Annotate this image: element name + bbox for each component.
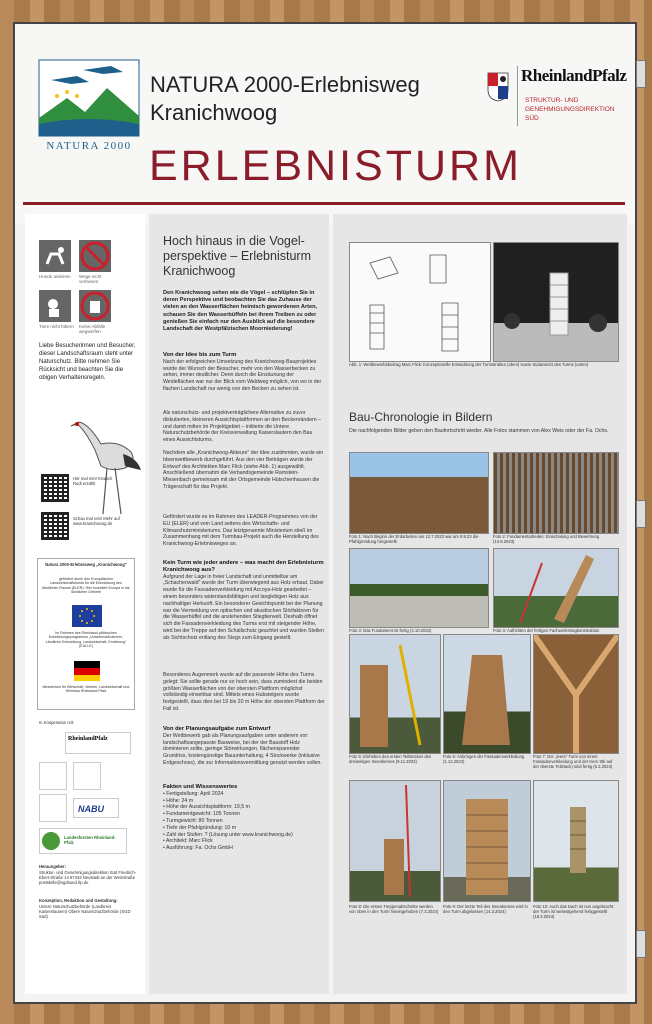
photo-2	[493, 452, 619, 534]
facts-title: Fakten und Wissenswertes	[163, 784, 238, 790]
section-tower-title: Kein Turm wie jeder andere – was macht den Erlebnisturm Kranichwoog aus?	[163, 560, 324, 573]
no-litter-icon	[79, 290, 111, 322]
qr1-text: Hör mal rein! Kranich Rudi erzählt	[73, 476, 113, 487]
photo-10	[533, 780, 619, 902]
fact-item: • Turmgewicht: 80 Tonnen	[163, 817, 223, 824]
photo-8	[349, 780, 441, 902]
partner-logo-2	[73, 762, 101, 790]
frame-hinge-middle	[636, 500, 646, 528]
section-idea-text: Nach der erfolgreichen Umsetzung des Kranichwoog-Bauprojektes wurde der Wunsch der Besucher, mehr von den Wasserbecken zu sehen, immer deutlicher. Denn durch die Einzäunung der Weideflächen war nur der Blick vom Waldweg möglich, von wo in der flachen Landschaft nur wenig von den Becken zu sehen ist.	[163, 358, 322, 392]
main-title: ERLEBNISTURM	[149, 142, 522, 190]
fact-item: • Tiefe der Pfahlgründung: 10 m	[163, 824, 237, 831]
section-idea	[163, 352, 325, 393]
caption-5: Foto 5: Einheben des ersten Teilstückes des dreiseitigen Innenkernes (9.11.2023)	[349, 754, 432, 765]
fact-item: • Ausführung: Fa. Ochs GmbH	[163, 845, 233, 852]
no-feeding-icon	[39, 290, 71, 322]
fact-item: • Zahl der Stufen: ? (Lösung unter www.kranichwoog.de)	[163, 831, 293, 838]
crane-illustration	[65, 410, 145, 520]
section-idea-3: Nachdem alle „Kranichwoog-Akteure" der Idee zustimmten, wurde ein Ideenwettbewerb durchgeführt. Aus den vier Beiträgen wurde der Entwurf des Architekten Marc Flick (siehe Abb. 1) ausgewählt. Anschließend übernahm die Verbandsgemeinde Ramstein-Miesenbach gemeinsam mit der Ortsgemeinde Hütschenhausen die Trägerschaft für das Projekt.	[163, 450, 324, 490]
caption-2: Foto 2: Fundamentarbeiten: Einschalung und Bewehrung (13.9.2023)	[493, 534, 600, 545]
photo-4	[493, 548, 619, 628]
section-height: Besonderes Augenmerk wurde auf die passende Höhe des Turms gelegt: Sie sollte gerade nur so hoch sein, dass zumindest die beiden größten Wasserflächen von der obersten Plattform möglichst vollständig einsehbar sind. Mittels eines Hubsteigers wurde festgestellt, dass dies bei 19 bis 20 m Höhe der obersten Plattform der Fall ist.	[163, 672, 325, 712]
section-planning-title: Von der Planungsaufgabe zum Entwurf	[163, 726, 271, 732]
board-header	[15, 24, 635, 224]
section-planning	[163, 726, 325, 767]
fact-item: • Höhe der Aussichtsplattform: 19,5 m	[163, 804, 250, 811]
icon-label-2: Wege nicht verlassen	[79, 274, 102, 284]
left-column	[25, 214, 145, 994]
section-tower	[163, 560, 325, 642]
fact-item: • Fundamentgewicht: 105 Tonnen	[163, 811, 240, 818]
section-idea-title: Von der Idee bis zum Turm	[163, 352, 237, 358]
partner-logo-1	[39, 762, 67, 790]
center-lead: Den Kranichwoog sehen wie die Vögel – schlüpfen Sie in deren Perspektive und beobachten Sie das Zuhause der vielen an den Wasserflächen heimisch gewordenen Arten, schauen Sie den Wasserbüffeln bei ihrem Treiben zu oder genießen Sie einfach nur den Ausblick auf die besondere Landschaft der Westpfälzischen Moorniederung!	[163, 290, 318, 333]
facts-section	[163, 784, 325, 852]
photo-9	[443, 780, 531, 902]
coat-of-arms-icon	[487, 72, 509, 102]
qr-code-website[interactable]	[41, 512, 69, 540]
concept-title: Konzeption, Redaktion und Gestaltung:	[39, 898, 118, 903]
fact-item: • Architekt: Marc Flick	[163, 838, 213, 845]
funding-text-2: Im Rahmen des Rheinland-pfälzischen Entwicklungsprogramms „Umweltmaßnahmen, Ländliche Entwicklung, Landwirtschaft, Ernährung" (EULLE)	[45, 631, 127, 649]
natura-subtitle: Kranichwoog	[150, 100, 278, 125]
rlp-partner-text: RheinlandPfalz	[68, 736, 108, 742]
rlp-flag-icon	[74, 661, 100, 681]
photo-1	[349, 452, 489, 534]
fact-item: • Fertigstellung: April 2024	[163, 790, 224, 797]
rlp-title: RheinlandPfalz	[521, 66, 627, 85]
caption-3: Foto 3: Das Fundament ist fertig (4.10.2023)	[349, 628, 432, 633]
photo-7	[533, 634, 619, 754]
caption-1: Foto 1: Nach Beginn der Erdarbeiten am 12.7.2023 war am 9.8.23 die Pfahlgründung hergestellt.	[349, 534, 479, 545]
qr-code-audio[interactable]	[41, 474, 69, 502]
landesforsten-logo	[39, 828, 127, 854]
partner-logo-3	[39, 794, 67, 822]
info-board	[13, 22, 637, 1004]
caption-7: Foto 7: Der „leere" Turm von innen: Fassadenverkleidung und der Kern Stk auf der oberste Teilstück) sind fertig (6.2.2024)	[533, 754, 613, 770]
photo-6	[443, 634, 531, 754]
icon-label-1: Hunde anleinen	[39, 274, 71, 279]
photo-3	[349, 548, 489, 628]
ministry-text: Ministerium für Wirtschaft, Verkehr, Landwirtschaft und Weinbau Rheinland-Pfalz	[42, 685, 130, 694]
frame-hinge-bottom	[636, 930, 646, 958]
frame-hinge-top	[636, 60, 646, 88]
cooperation-label: In Kooperation mit:	[39, 720, 75, 725]
publisher-text: Struktur- und Genehmigungsdirektion Süd Friedrich-Ebert-Straße 14 67433 Neustadt an der Weinstraße poststelle@sgdsued.rlp.de	[39, 870, 137, 886]
rlp-subtitle: STRUKTUR- UND GENEHMIGUNGSDIREKTION SÜD	[525, 97, 615, 122]
rlp-partner-logo	[65, 732, 131, 754]
natura-title: NATURA 2000-Erlebnisweg	[150, 72, 420, 97]
section-planning-text: Der Wettbewerb gab als Planungsaufgaben unter anderem vor: landschaftsangepasste Bauweise, bei der der Baustoff Holz dominieren sollte, geringe Störwirkungen, flächensparender Grundriss, kostengünstige Bauunterhaltung, 4 Stockwerke (inklusive Erdgeschoss), die zur Informationsvermittlung genutzt werden sollen.	[163, 732, 322, 766]
right-column	[333, 214, 627, 994]
caption-9: Foto 9: Der letzte Teil des Innenkernes wird in den Turm abgelassen (14.3.2024)	[443, 904, 528, 915]
icon-label-3: Tiere nicht füttern	[39, 324, 74, 329]
section-idea-2: Als naturschutz- und projektverträglichere Alternative zu zuvor diskutierten, kleineren Aussichtsplattformen an den Beckenrändern – und damit mitten im Projektgebiet – initiierte die Untere Naturschutzbehörde der Kreisverwaltung Kaiserslautern den Bau eines Aussichtsturms.	[163, 410, 322, 444]
center-headline: Hoch hinaus in die Vogel-perspektive – Erlebnisturm Kranichwoog	[163, 234, 311, 278]
fig1-caption: Abb. 1: Wettbewerbsbeitrag Marc Flick: Konzeptionelle Entwicklung der Turmstruktur (oben) sowie Südansicht des Turms (unten)	[349, 362, 589, 367]
caption-6: Foto 6: Anbringen der Fassadenverkleidung (1.12.2023)	[443, 754, 525, 765]
natura-logo-text: NATURA 2000	[46, 140, 132, 152]
qr2-text: Schau mal rein! Mehr auf www.kranichwoog.de	[73, 516, 120, 527]
no-walking-icon	[79, 240, 111, 272]
concept-text: Untere Naturschutzbehörde (Landkreis Kaiserslautern) Obere Naturschutzbehörde (SGD Süd)	[39, 904, 131, 920]
center-column	[149, 214, 329, 994]
dog-leash-icon	[39, 240, 71, 272]
tower-render-image	[493, 242, 619, 362]
landesforsten-text: Landesforsten Rheinland-Pfalz	[64, 835, 116, 846]
bau-intro: Die nachfolgenden Bilder geben den Baufortschritt wieder. Alle Fotos stammen von Alex Weis oder der Fa. Ochs.	[349, 428, 609, 434]
funding-title: Natura 2000-Erlebnisweg „Kranichwoog"	[45, 562, 127, 567]
caption-8: Foto 8: Die ersten Treppenabschnitte werden von oben in den Turm hineingehoben (7.3.2024)	[349, 904, 439, 915]
rlp-divider	[517, 66, 518, 126]
caption-10: Foto 10: Auch das Dach ist nun angebracht: der Turm ist weitestgehend fertiggestellt (18.3.2024)	[533, 904, 615, 920]
rlp-logo	[483, 66, 627, 146]
section-idea-4: Gefördert wurde es im Rahmen des LEADER-Programmes von der EU (ELER) und vom Land seitens des Wirtschafts- und Klimaschutzministeriums. Das letztgenannte Ministerium stieß im Zusammenhang mit dem Turmbau-Projekt auch die Herstellung des Kranichwoog-Erlebnisweges an.	[163, 514, 319, 548]
publisher-title: Herausgeber:	[39, 864, 66, 869]
eu-flag-icon	[72, 605, 102, 627]
funding-box	[37, 558, 135, 710]
section-tower-text: Aufgrund der Lage in freier Landschaft und unmittelbar am „Schachenwald" wurde der Turm überwiegend aus Holz erbaut. Dabei wurde für die Fassadenverkleidung mit Accoya-Holz gearbeitet – einem besonders widerstandsfähigen und langlebigen Holz aus nachhaltiger Herkunft. Ein besonderer Gesichtspunkt bei der Planung war die Vermeidung von optischen und akustischen Störfaktoren für die Wasserbüffel und die anstehenden Stiegtierwelt. Deshalb öffnet sich die Fassadenverkleidung des Turms erst mit steigender Höhe, wird bei der Treppe auf den Schallschutz geachtet und wurden Stellen als Sichtschutz entlang des Stegs zum Eingang gestellt.	[163, 573, 324, 641]
natura-2000-logo	[37, 58, 141, 156]
caption-4: Foto 4: Aufrichten der fertigen Fachwerkstragkonstruktion	[493, 628, 600, 633]
fact-item: • Höhe: 24 m	[163, 797, 194, 804]
funding-text: gefördert durch den Europäischen Landwirtschaftsfonds für die Entwicklung des ländlichen Raums (ELER): Hier investiert Europa in die ländlichen Gebiete	[42, 577, 130, 595]
nabu-logo: NABU	[73, 798, 119, 818]
conservation-notice: Liebe Besucherinnen und Besucher, dieser Landschaftsraum steht unter Naturschutz. Bitte nehmen Sie Rücksicht und beachten Sie die obigen Verhaltensregeln.	[39, 343, 136, 381]
bau-title: Bau-Chronologie in Bildern	[349, 410, 493, 424]
title-rule	[23, 202, 625, 205]
photo-5	[349, 634, 441, 754]
icon-label-4: Keine Abfälle wegwerfen	[79, 324, 106, 334]
concept-drawing-image	[349, 242, 491, 362]
